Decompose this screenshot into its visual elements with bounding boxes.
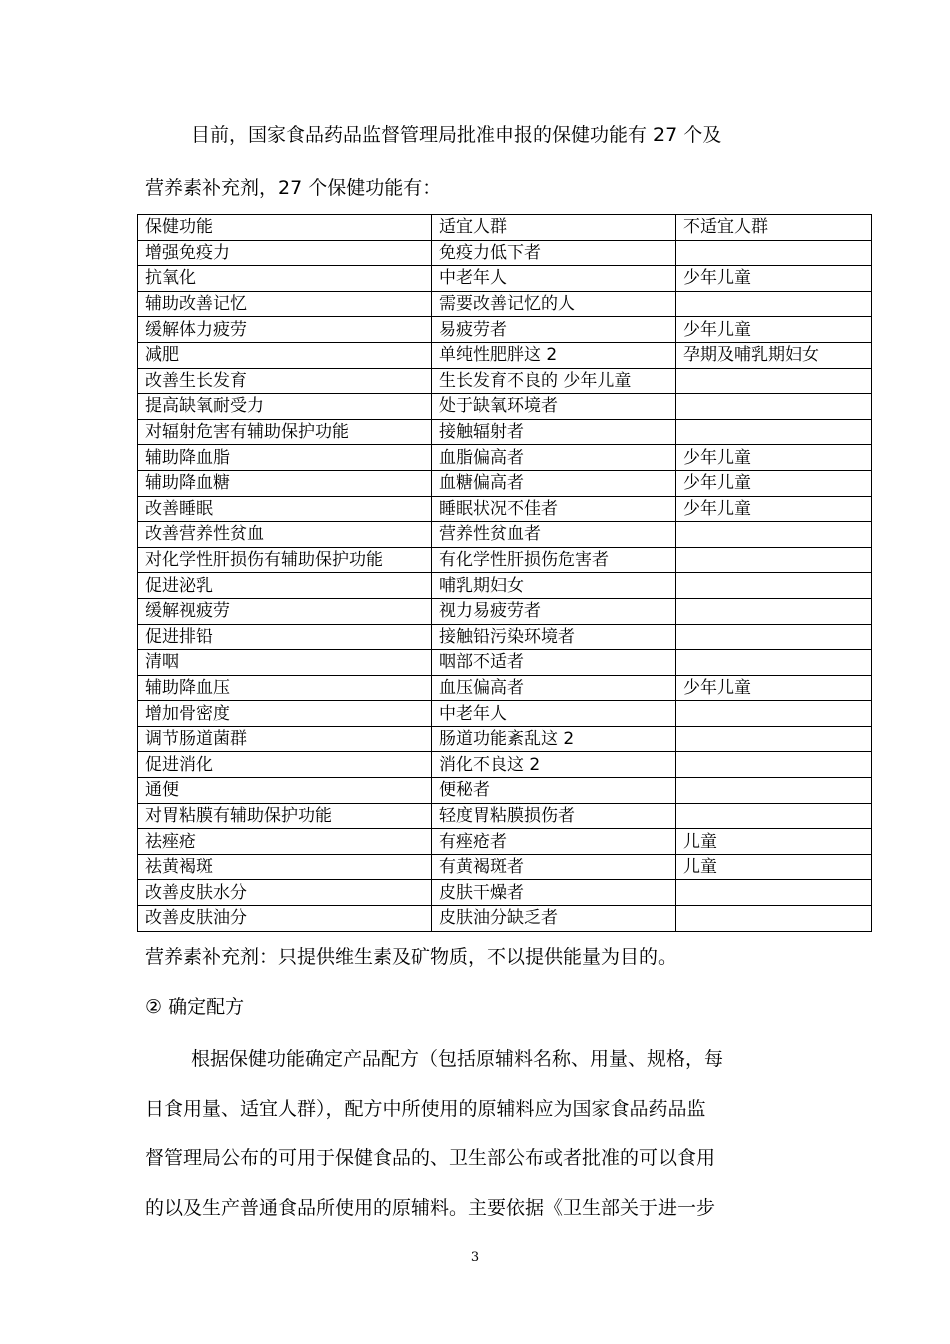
cell-function: 辅助降血糖 [138,470,432,496]
table-row [138,266,872,292]
table-row [138,291,872,317]
table-row [138,624,872,650]
table-row [138,342,872,368]
table-row [138,573,872,599]
intro-line-2: 营养素补充剂，27 个保健功能有： [145,177,442,199]
table-row [138,854,872,880]
cell-unsuitable [676,598,872,624]
cell-suitable: 接触铅污染环境者 [432,624,676,650]
table-header-row [138,215,872,241]
table-row [138,803,872,829]
cell-suitable: 易疲劳者 [432,317,676,343]
cell-suitable: 有痤疮者 [432,829,676,855]
cell-function: 缓解视疲劳 [138,598,432,624]
cell-unsuitable: 少年儿童 [676,445,872,471]
table-row [138,496,872,522]
cell-unsuitable [676,650,872,676]
cell-suitable: 中老年人 [432,266,676,292]
page-number: 3 [470,1250,480,1265]
cell-unsuitable: 少年儿童 [676,470,872,496]
cell-suitable: 睡眠状况不佳者 [432,496,676,522]
body-line-1: 根据保健功能确定产品配方（包括原辅料名称、用量、规格，每 [191,1048,724,1070]
cell-unsuitable [676,752,872,778]
header-unsuitable: 不适宜人群 [676,215,872,241]
cell-function: 缓解体力疲劳 [138,317,432,343]
table-row [138,829,872,855]
cell-unsuitable [676,291,872,317]
cell-function: 改善营养性贫血 [138,522,432,548]
cell-unsuitable: 少年儿童 [676,496,872,522]
cell-suitable: 需要改善记忆的人 [432,291,676,317]
body-line-4: 的以及生产普通食品所使用的原辅料。主要依据《卫生部关于进一步 [145,1197,716,1219]
cell-unsuitable [676,522,872,548]
cell-unsuitable [676,624,872,650]
cell-function: 增加骨密度 [138,701,432,727]
cell-suitable: 有化学性肝损伤危害者 [432,547,676,573]
cell-suitable: 皮肤干燥者 [432,880,676,906]
table-row [138,675,872,701]
cell-function: 对化学性肝损伤有辅助保护功能 [138,547,432,573]
cell-unsuitable: 少年儿童 [676,317,872,343]
cell-suitable: 轻度胃粘膜损伤者 [432,803,676,829]
cell-suitable: 血压偏高者 [432,675,676,701]
cell-function: 增强免疫力 [138,240,432,266]
cell-unsuitable [676,906,872,932]
health-functions-table [137,214,872,932]
header-function: 保健功能 [138,215,432,241]
cell-unsuitable: 少年儿童 [676,266,872,292]
cell-unsuitable [676,394,872,420]
cell-suitable: 血脂偏高者 [432,445,676,471]
cell-unsuitable [676,547,872,573]
cell-suitable: 接触辐射者 [432,419,676,445]
cell-suitable: 有黄褐斑者 [432,854,676,880]
table-row [138,368,872,394]
cell-function: 辅助降血压 [138,675,432,701]
cell-function: 促进消化 [138,752,432,778]
cell-function: 辅助改善记忆 [138,291,432,317]
table-row [138,470,872,496]
cell-unsuitable [676,419,872,445]
table-row [138,445,872,471]
cell-unsuitable [676,701,872,727]
nutrient-note: 营养素补充剂：只提供维生素及矿物质，不以提供能量为目的。 [145,946,678,968]
cell-suitable: 处于缺氧环境者 [432,394,676,420]
table-row [138,522,872,548]
cell-suitable: 便秘者 [432,778,676,804]
table-row [138,419,872,445]
cell-function: 对辐射危害有辅助保护功能 [138,419,432,445]
cell-unsuitable: 儿童 [676,829,872,855]
cell-function: 抗氧化 [138,266,432,292]
body-line-3: 督管理局公布的可用于保健食品的、卫生部公布或者批准的可以食用 [145,1147,716,1169]
cell-unsuitable [676,803,872,829]
cell-unsuitable: 孕期及哺乳期妇女 [676,342,872,368]
table-row [138,547,872,573]
section-heading: ② 确定配方 [145,996,245,1018]
table-row [138,240,872,266]
cell-suitable: 营养性贫血者 [432,522,676,548]
intro-line-1: 目前，国家食品药品监督管理局批准申报的保健功能有 27 个及 [191,124,722,146]
cell-function: 祛黄褐斑 [138,854,432,880]
cell-suitable: 肠道功能紊乱这 2 [432,726,676,752]
cell-function: 改善皮肤水分 [138,880,432,906]
cell-suitable: 咽部不适者 [432,650,676,676]
cell-unsuitable: 少年儿童 [676,675,872,701]
cell-suitable: 哺乳期妇女 [432,573,676,599]
cell-function: 清咽 [138,650,432,676]
cell-suitable: 皮肤油分缺乏者 [432,906,676,932]
cell-function: 改善睡眠 [138,496,432,522]
cell-suitable: 视力易疲劳者 [432,598,676,624]
table-row [138,906,872,932]
cell-unsuitable [676,778,872,804]
cell-function: 减肥 [138,342,432,368]
cell-unsuitable [676,368,872,394]
cell-suitable: 消化不良这 2 [432,752,676,778]
cell-function: 改善皮肤油分 [138,906,432,932]
table-row [138,650,872,676]
table-row [138,880,872,906]
cell-unsuitable: 儿童 [676,854,872,880]
cell-function: 调节肠道菌群 [138,726,432,752]
cell-suitable: 单纯性肥胖这 2 [432,342,676,368]
header-suitable: 适宜人群 [432,215,676,241]
cell-function: 通便 [138,778,432,804]
table-row [138,726,872,752]
cell-function: 改善生长发育 [138,368,432,394]
cell-function: 祛痤疮 [138,829,432,855]
cell-function: 辅助降血脂 [138,445,432,471]
cell-function: 对胃粘膜有辅助保护功能 [138,803,432,829]
cell-function: 促进泌乳 [138,573,432,599]
cell-unsuitable [676,240,872,266]
cell-unsuitable [676,726,872,752]
table-row [138,752,872,778]
cell-unsuitable [676,573,872,599]
cell-suitable: 生长发育不良的 少年儿童 [432,368,676,394]
table-row [138,778,872,804]
table-row [138,701,872,727]
cell-suitable: 中老年人 [432,701,676,727]
body-line-2: 日食用量、适宜人群），配方中所使用的原辅料应为国家食品药品监 [145,1098,706,1120]
table-row [138,394,872,420]
cell-function: 促进排铅 [138,624,432,650]
table-row [138,317,872,343]
cell-suitable: 免疫力低下者 [432,240,676,266]
cell-suitable: 血糖偏高者 [432,470,676,496]
table-row [138,598,872,624]
cell-unsuitable [676,880,872,906]
cell-function: 提高缺氧耐受力 [138,394,432,420]
